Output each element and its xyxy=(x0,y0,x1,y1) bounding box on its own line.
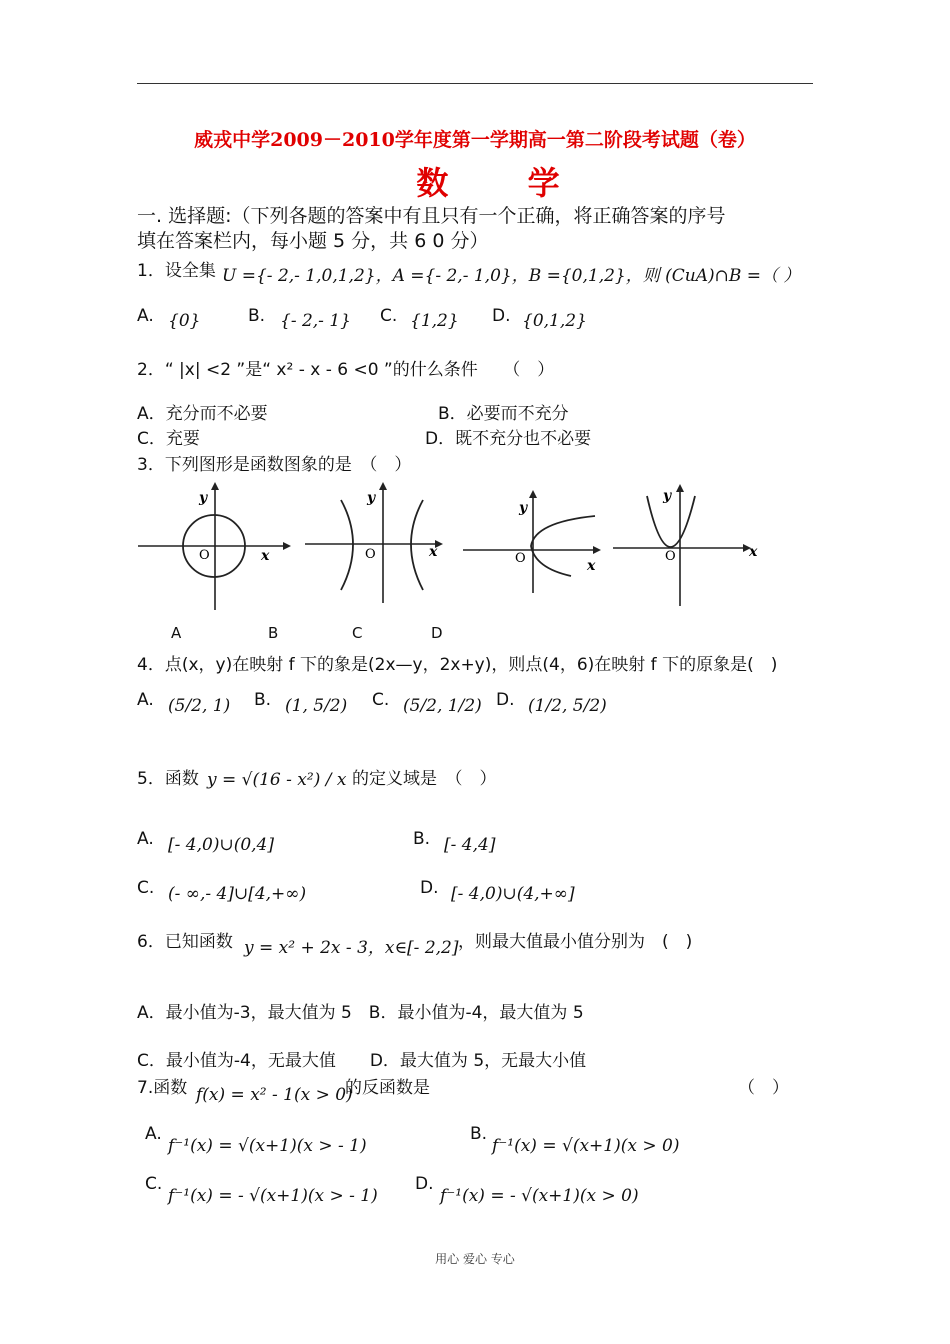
section-heading-line1: 一. 选择题:（下列各题的答案中有且只有一个正确，将正确答案的序号 xyxy=(137,205,726,227)
q7-option-a: f⁻¹(x) = √(x+1)(x > - 1) xyxy=(168,1136,367,1156)
q2-option-d: D．既不充分也不必要 xyxy=(425,429,592,449)
q1-option-a: {0} xyxy=(168,311,201,331)
q4-option-d-label: D. xyxy=(496,690,515,710)
q4-option-d: (1/2, 5/2) xyxy=(528,696,607,716)
q5-expression: y = √(16 - x²) / x xyxy=(207,770,347,790)
q5-option-a-label: A. xyxy=(137,829,154,849)
q1-option-a-label: A. xyxy=(137,306,154,326)
q6-expression: y = x² + 2x - 3，x∈[- 2,2] xyxy=(244,938,459,958)
section-heading-line2: 填在答案栏内，每小题 5 分，共 6 0 分） xyxy=(137,230,489,252)
svg-text:y: y xyxy=(519,500,528,516)
q4-option-b-label: B. xyxy=(254,690,272,710)
q2-option-c: C．充要 xyxy=(137,429,200,449)
q5-prefix: 5．函数 xyxy=(137,769,199,789)
svg-text:x: x xyxy=(749,544,758,560)
exam-title: 威戎中学2009－2010学年度第一学期高一第二阶段考试题（卷） xyxy=(194,129,756,151)
q7-option-b-label: B. xyxy=(470,1124,488,1144)
q5-option-b: [- 4,4] xyxy=(444,835,496,855)
graph-c-parabola xyxy=(463,490,601,593)
q4-option-a: (5/2, 1) xyxy=(168,696,231,716)
svg-text:x: x xyxy=(429,544,438,560)
q6-options-ab: A．最小值为-3，最大值为 5 B．最小值为-4，最大值为 5 xyxy=(137,1003,584,1023)
q5-option-a: [- 4,0)∪(0,4] xyxy=(168,835,274,855)
svg-text:y: y xyxy=(367,490,376,506)
q5-option-c-label: C. xyxy=(137,878,155,898)
q7-option-d-label: D. xyxy=(415,1174,434,1194)
q1-option-b-label: B. xyxy=(248,306,266,326)
q2-option-a: A．充分而不必要 xyxy=(137,404,268,424)
svg-text:O: O xyxy=(515,551,526,566)
q3-stem: 3．下列图形是函数图象的是 （ ） xyxy=(137,455,412,475)
q4-option-a-label: A. xyxy=(137,690,154,710)
svg-text:x: x xyxy=(261,548,270,564)
q4-stem: 4．点(x，y)在映射 f 下的象是(2x—y，2x+y)，则点(4，6)在映射 f 下的原象是( ) xyxy=(137,655,778,675)
svg-text:y: y xyxy=(663,488,672,504)
q5-option-c: (- ∞,- 4]∪[4,+∞) xyxy=(168,884,307,904)
q1-option-d-label: D. xyxy=(492,306,511,326)
q6-prefix: 6．已知函数 xyxy=(137,932,233,952)
q3-label-c: C xyxy=(352,624,363,642)
q7-option-d: f⁻¹(x) = - √(x+1)(x > 0) xyxy=(440,1186,639,1206)
q3-label-d: D xyxy=(431,624,443,642)
q7-expression: f(x) = x² - 1(x > 0) xyxy=(196,1085,353,1105)
q5-option-d-label: D. xyxy=(420,878,439,898)
q5-suffix: 的定义域是 （ ） xyxy=(352,769,497,789)
q7-suffix: 的反函数是 xyxy=(345,1078,430,1098)
graph-d-parabola xyxy=(613,484,758,606)
svg-text:x: x xyxy=(587,558,596,574)
graph-a-circle xyxy=(138,482,291,610)
q7-answer-paren: （ ） xyxy=(738,1078,789,1098)
page-footer: 用心 爱心 专心 xyxy=(435,1252,515,1266)
q2-option-b: B．必要而不充分 xyxy=(438,404,569,424)
graph-b-hyperbola xyxy=(305,482,443,603)
q7-option-a-label: A. xyxy=(145,1124,162,1144)
q4-option-c: (5/2, 1/2) xyxy=(403,696,482,716)
q6-options-cd: C．最小值为-4，无最大值 D．最大值为 5，无最大小值 xyxy=(137,1051,587,1071)
q4-option-b: (1, 5/2) xyxy=(285,696,348,716)
q1-prefix: 1．设全集 xyxy=(137,261,216,281)
q7-option-b: f⁻¹(x) = √(x+1)(x > 0) xyxy=(492,1136,680,1156)
q2-stem: 2．“ |x| <2 ”是“ x² - x - 6 <0 ”的什么条件 （ ） xyxy=(137,360,555,380)
q6-suffix: ，则最大值最小值分别为 ( ) xyxy=(458,932,693,952)
q3-label-b: B xyxy=(268,624,279,642)
q4-option-c-label: C. xyxy=(372,690,390,710)
q1-option-b: {- 2,- 1} xyxy=(280,311,351,331)
q7-option-c: f⁻¹(x) = - √(x+1)(x > - 1) xyxy=(168,1186,378,1206)
svg-text:y: y xyxy=(199,490,208,506)
header-rule xyxy=(137,83,813,84)
subject-title: 数 学 xyxy=(416,164,594,202)
q3-graphs xyxy=(135,478,775,618)
q1-option-c: {1,2} xyxy=(410,311,459,331)
q5-option-b-label: B. xyxy=(413,829,431,849)
svg-text:O: O xyxy=(365,547,376,562)
q7-prefix: 7.函数 xyxy=(137,1078,188,1098)
q1-option-c-label: C. xyxy=(380,306,398,326)
svg-text:O: O xyxy=(199,548,210,563)
q3-label-a: A xyxy=(171,624,182,642)
q5-option-d: [- 4,0)∪(4,+∞] xyxy=(451,884,575,904)
q7-option-c-label: C. xyxy=(145,1174,163,1194)
q1-expression: U ={- 2,- 1,0,1,2}，A ={- 2,- 1,0}，B ={0,1,2}，则 (CuA)∩B =（ ） xyxy=(222,266,801,286)
svg-text:O: O xyxy=(665,549,676,564)
q1-option-d: {0,1,2} xyxy=(522,311,587,331)
